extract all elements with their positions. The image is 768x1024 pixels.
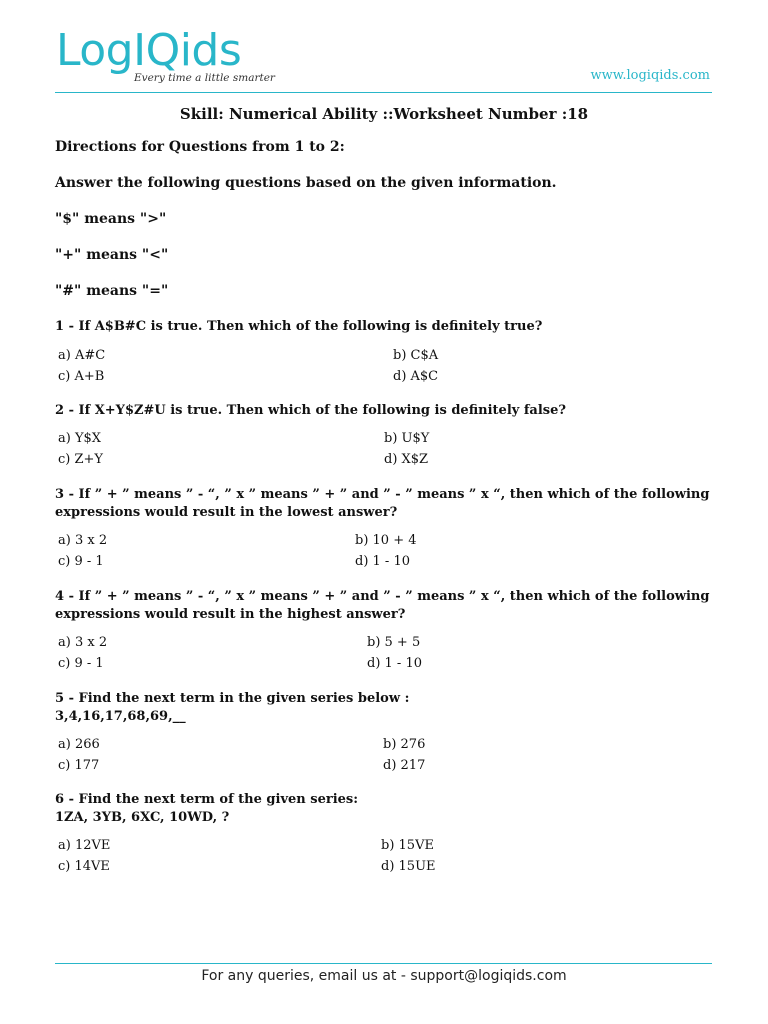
question-6: [55, 791, 715, 827]
question-4: [55, 588, 715, 624]
question-1: [55, 318, 715, 336]
option-c: c) 177: [58, 758, 100, 773]
option-b: b) 5 + 5: [367, 635, 421, 650]
instruction-text: Answer the following questions based on the given information.: [55, 175, 557, 191]
rule-hash: "#" means "=": [55, 283, 169, 299]
logo-tagline: Every time a little smarter: [134, 72, 275, 84]
question-text: 1 - If A$B#C is true. Then which of the following is definitely true?: [55, 319, 543, 334]
question-text-line-2: expressions would result in the lowest answer?: [55, 505, 398, 520]
question-text-line-1: 5 - Find the next term in the given series below :: [55, 691, 410, 706]
option-c: c) Z+Y: [58, 452, 103, 467]
option-d: d) 1 - 10: [367, 656, 422, 671]
worksheet-title: Skill: Numerical Ability ::Worksheet Number :18: [179, 105, 589, 123]
option-a: a) 12VE: [58, 838, 111, 853]
question-text-line-1: 3 - If ” + ” means ” - “, ” x ” means ” + ” and ” - ” means ” x “, then which of the following: [55, 487, 710, 502]
logiqids-logo: [56, 25, 275, 84]
option-d: d) A$C: [393, 369, 439, 384]
question-3: [55, 486, 715, 522]
directions-heading: Directions for Questions from 1 to 2:: [55, 139, 345, 155]
footer-contact: For any queries, email us at - support@logiqids.com: [201, 968, 567, 984]
question-text-line-2: expressions would result in the highest answer?: [55, 607, 406, 622]
option-c: c) 9 - 1: [58, 554, 104, 569]
question-2: [55, 402, 715, 420]
option-c: c) 14VE: [58, 859, 110, 874]
question-text: 2 - If X+Y$Z#U is true. Then which of the following is definitely false?: [55, 403, 566, 418]
option-b: b) C$A: [393, 348, 439, 363]
question-5: [55, 690, 715, 726]
option-a: a) A#C: [58, 348, 106, 363]
option-d: d) 15UE: [381, 859, 436, 874]
rule-plus: "+" means "<": [55, 247, 169, 263]
footer-divider: [55, 963, 712, 964]
question-text-line-1: 4 - If ” + ” means ” - “, ” x ” means ” + ” and ” - ” means ” x “, then which of the following: [55, 589, 710, 604]
question-text-line-1: 6 - Find the next term of the given series:: [55, 792, 359, 807]
option-d: d) 1 - 10: [355, 554, 410, 569]
question-series: 3,4,16,17,68,69,__: [55, 709, 186, 724]
question-series: 1ZA, 3YB, 6XC, 10WD, ?: [55, 810, 230, 825]
option-a: a) 3 x 2: [58, 635, 108, 650]
header-divider: [55, 92, 712, 93]
option-b: b) 15VE: [381, 838, 434, 853]
option-a: a) Y$X: [58, 431, 102, 446]
logo-wordmark: LogIQids: [56, 25, 242, 76]
option-a: a) 266: [58, 737, 100, 752]
option-b: b) U$Y: [384, 431, 430, 446]
option-c: c) 9 - 1: [58, 656, 104, 671]
option-d: d) 217: [383, 758, 426, 773]
website-link[interactable]: www.logiqids.com: [590, 68, 710, 83]
option-d: d) X$Z: [384, 452, 429, 467]
option-b: b) 276: [383, 737, 426, 752]
option-b: b) 10 + 4: [355, 533, 417, 548]
option-a: a) 3 x 2: [58, 533, 108, 548]
rule-dollar: "$" means ">": [55, 211, 167, 227]
option-c: c) A+B: [58, 369, 105, 384]
